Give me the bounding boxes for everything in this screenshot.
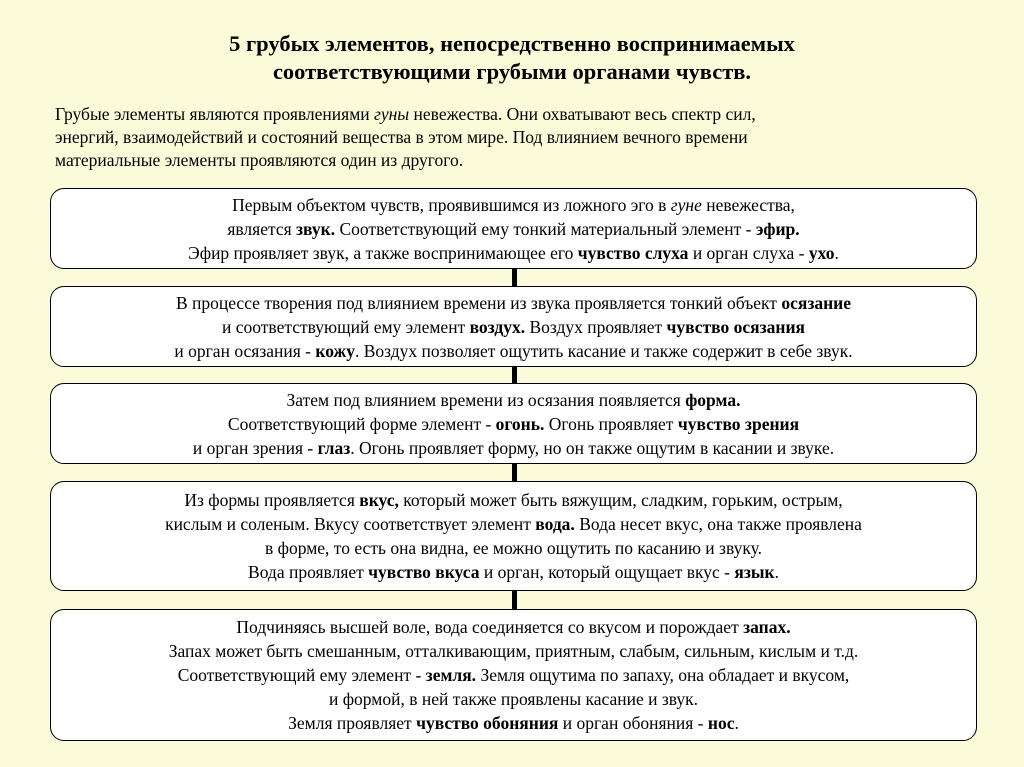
box-text: Огонь проявляет [544, 413, 678, 434]
intro-paragraph [55, 103, 985, 172]
element-box-earth [50, 609, 977, 741]
box-text: Земля проявляет [288, 713, 417, 733]
element-box-air [50, 286, 977, 367]
box-text: и орган зрения - [192, 437, 318, 458]
box-text: . [834, 242, 839, 263]
bold-term: воздух. [469, 316, 526, 337]
bold-term: запах. [743, 617, 791, 637]
box-text-line [176, 291, 851, 315]
box-text-line [169, 639, 859, 663]
box-text: Соответствующий ему элемент - [177, 665, 426, 685]
title-line-2: соответствующими грубыми органами чувств. [272, 59, 752, 84]
box-text: В процессе творения под влиянием времени из звука проявляется тонкий объект [175, 292, 782, 313]
bold-term: чувство вкуса [368, 562, 480, 582]
box-text: Вода несет вкус, она также проявлена [574, 514, 862, 534]
box-text: и орган осязания - [174, 340, 316, 361]
intro-text: Грубые элементы являются проявлениями [55, 104, 375, 124]
box-text-line [227, 217, 799, 241]
intro-line-3: материальные элементы проявляются один из другого. [55, 150, 464, 170]
box-text-line [265, 536, 762, 560]
bold-term: нос [707, 713, 735, 733]
box-text: Подчиняясь высшей воле, вода соединяется со вкусом и порождает [236, 617, 744, 637]
italic-term: гуне [670, 194, 702, 215]
box-text: кислым и соленым. Вкусу соответствует элемент [165, 514, 536, 534]
box-text: Воздух проявляет [525, 316, 667, 337]
bold-term: форма. [685, 389, 741, 410]
element-box-ether [50, 188, 977, 269]
title-line-1: 5 грубых элементов, непосредственно воспринимаемых [229, 31, 795, 56]
intro-italic: гуны [374, 104, 410, 124]
box-text: Из формы проявляется [184, 490, 360, 510]
box-text: Запах может быть смешанным, отталкивающим, приятным, слабым, сильным, кислым и т.д. [168, 641, 859, 661]
bold-term: вкус, [359, 490, 399, 510]
box-text: и орган, который ощущает вкус - [479, 562, 735, 582]
box-text: и соответствующий ему элемент [222, 316, 470, 337]
box-text: . [734, 713, 739, 733]
box-text: . Воздух позволяет ощутить касание и также содержит в себе звук. [354, 340, 853, 361]
box-text-line [236, 615, 790, 639]
box-text: и орган обоняния - [558, 713, 708, 733]
bold-term: чувство осязания [666, 316, 805, 337]
connector-line [512, 590, 517, 610]
connector-line [512, 463, 517, 482]
box-text: Соответствующий форме элемент - [227, 413, 496, 434]
box-text: в форме, то есть она видна, ее можно ощутить по касанию и звуку. [265, 538, 762, 558]
box-text: Вода проявляет [248, 562, 369, 582]
bold-term: кожу [315, 340, 355, 361]
intro-line-1 [55, 103, 985, 126]
box-text: и формой, в ней также проявлены касание и звук. [328, 689, 699, 709]
box-text-line [184, 488, 842, 512]
box-text-line [193, 436, 834, 460]
bold-term: ухо [808, 242, 835, 263]
box-text: . Огонь проявляет форму, но он также ощутим в касании и звуке. [350, 437, 835, 458]
box-text-line [222, 315, 805, 339]
box-text-line [165, 512, 862, 536]
box-text-line [174, 339, 852, 363]
bold-term: звук. [296, 218, 336, 239]
connector-line [512, 366, 517, 384]
box-text-line [288, 711, 739, 735]
box-text: . [774, 562, 779, 582]
connector-line [512, 268, 517, 287]
page-title [0, 30, 1024, 86]
box-text: Затем под влиянием времени из осязания появляется [286, 389, 686, 410]
bold-term: осязание [781, 292, 852, 313]
bold-term: земля. [425, 665, 477, 685]
box-text: и орган слуха - [688, 242, 809, 263]
bold-term: глаз [317, 437, 351, 458]
bold-term: чувство обоняния [416, 713, 559, 733]
box-text: является [227, 218, 297, 239]
box-text-line [178, 663, 850, 687]
bold-term: огонь. [495, 413, 545, 434]
intro-text: невежества. Они охватывают весь спектр сил, [409, 104, 756, 124]
box-text: Соответствующий ему тонкий материальный элемент - [335, 218, 756, 239]
box-text-line [329, 687, 698, 711]
bold-term: чувство слуха [577, 242, 689, 263]
box-text-line [287, 388, 741, 412]
box-text: невежества, [701, 194, 795, 215]
box-text: Земля ощутима по запаху, она обладает и вкусом, [476, 665, 850, 685]
box-text-line [228, 412, 799, 436]
bold-term: язык [734, 562, 775, 582]
element-box-fire [50, 383, 977, 464]
box-text-line [248, 560, 779, 584]
intro-line-2: энергий, взаимодействий и состояний вещества в этом мире. Под влиянием вечного времени [55, 127, 748, 147]
bold-term: чувство зрения [677, 413, 800, 434]
bold-term: эфир. [755, 218, 800, 239]
box-text: Эфир проявляет звук, а также воспринимающее его [188, 242, 578, 263]
box-text: который может быть вяжущим, сладким, горьким, острым, [398, 490, 843, 510]
bold-term: вода. [535, 514, 575, 534]
box-text-line [232, 193, 795, 217]
box-text-line [188, 241, 839, 265]
box-text: Первым объектом чувств, проявившимся из ложного эго в [232, 194, 671, 215]
element-box-water [50, 481, 977, 591]
